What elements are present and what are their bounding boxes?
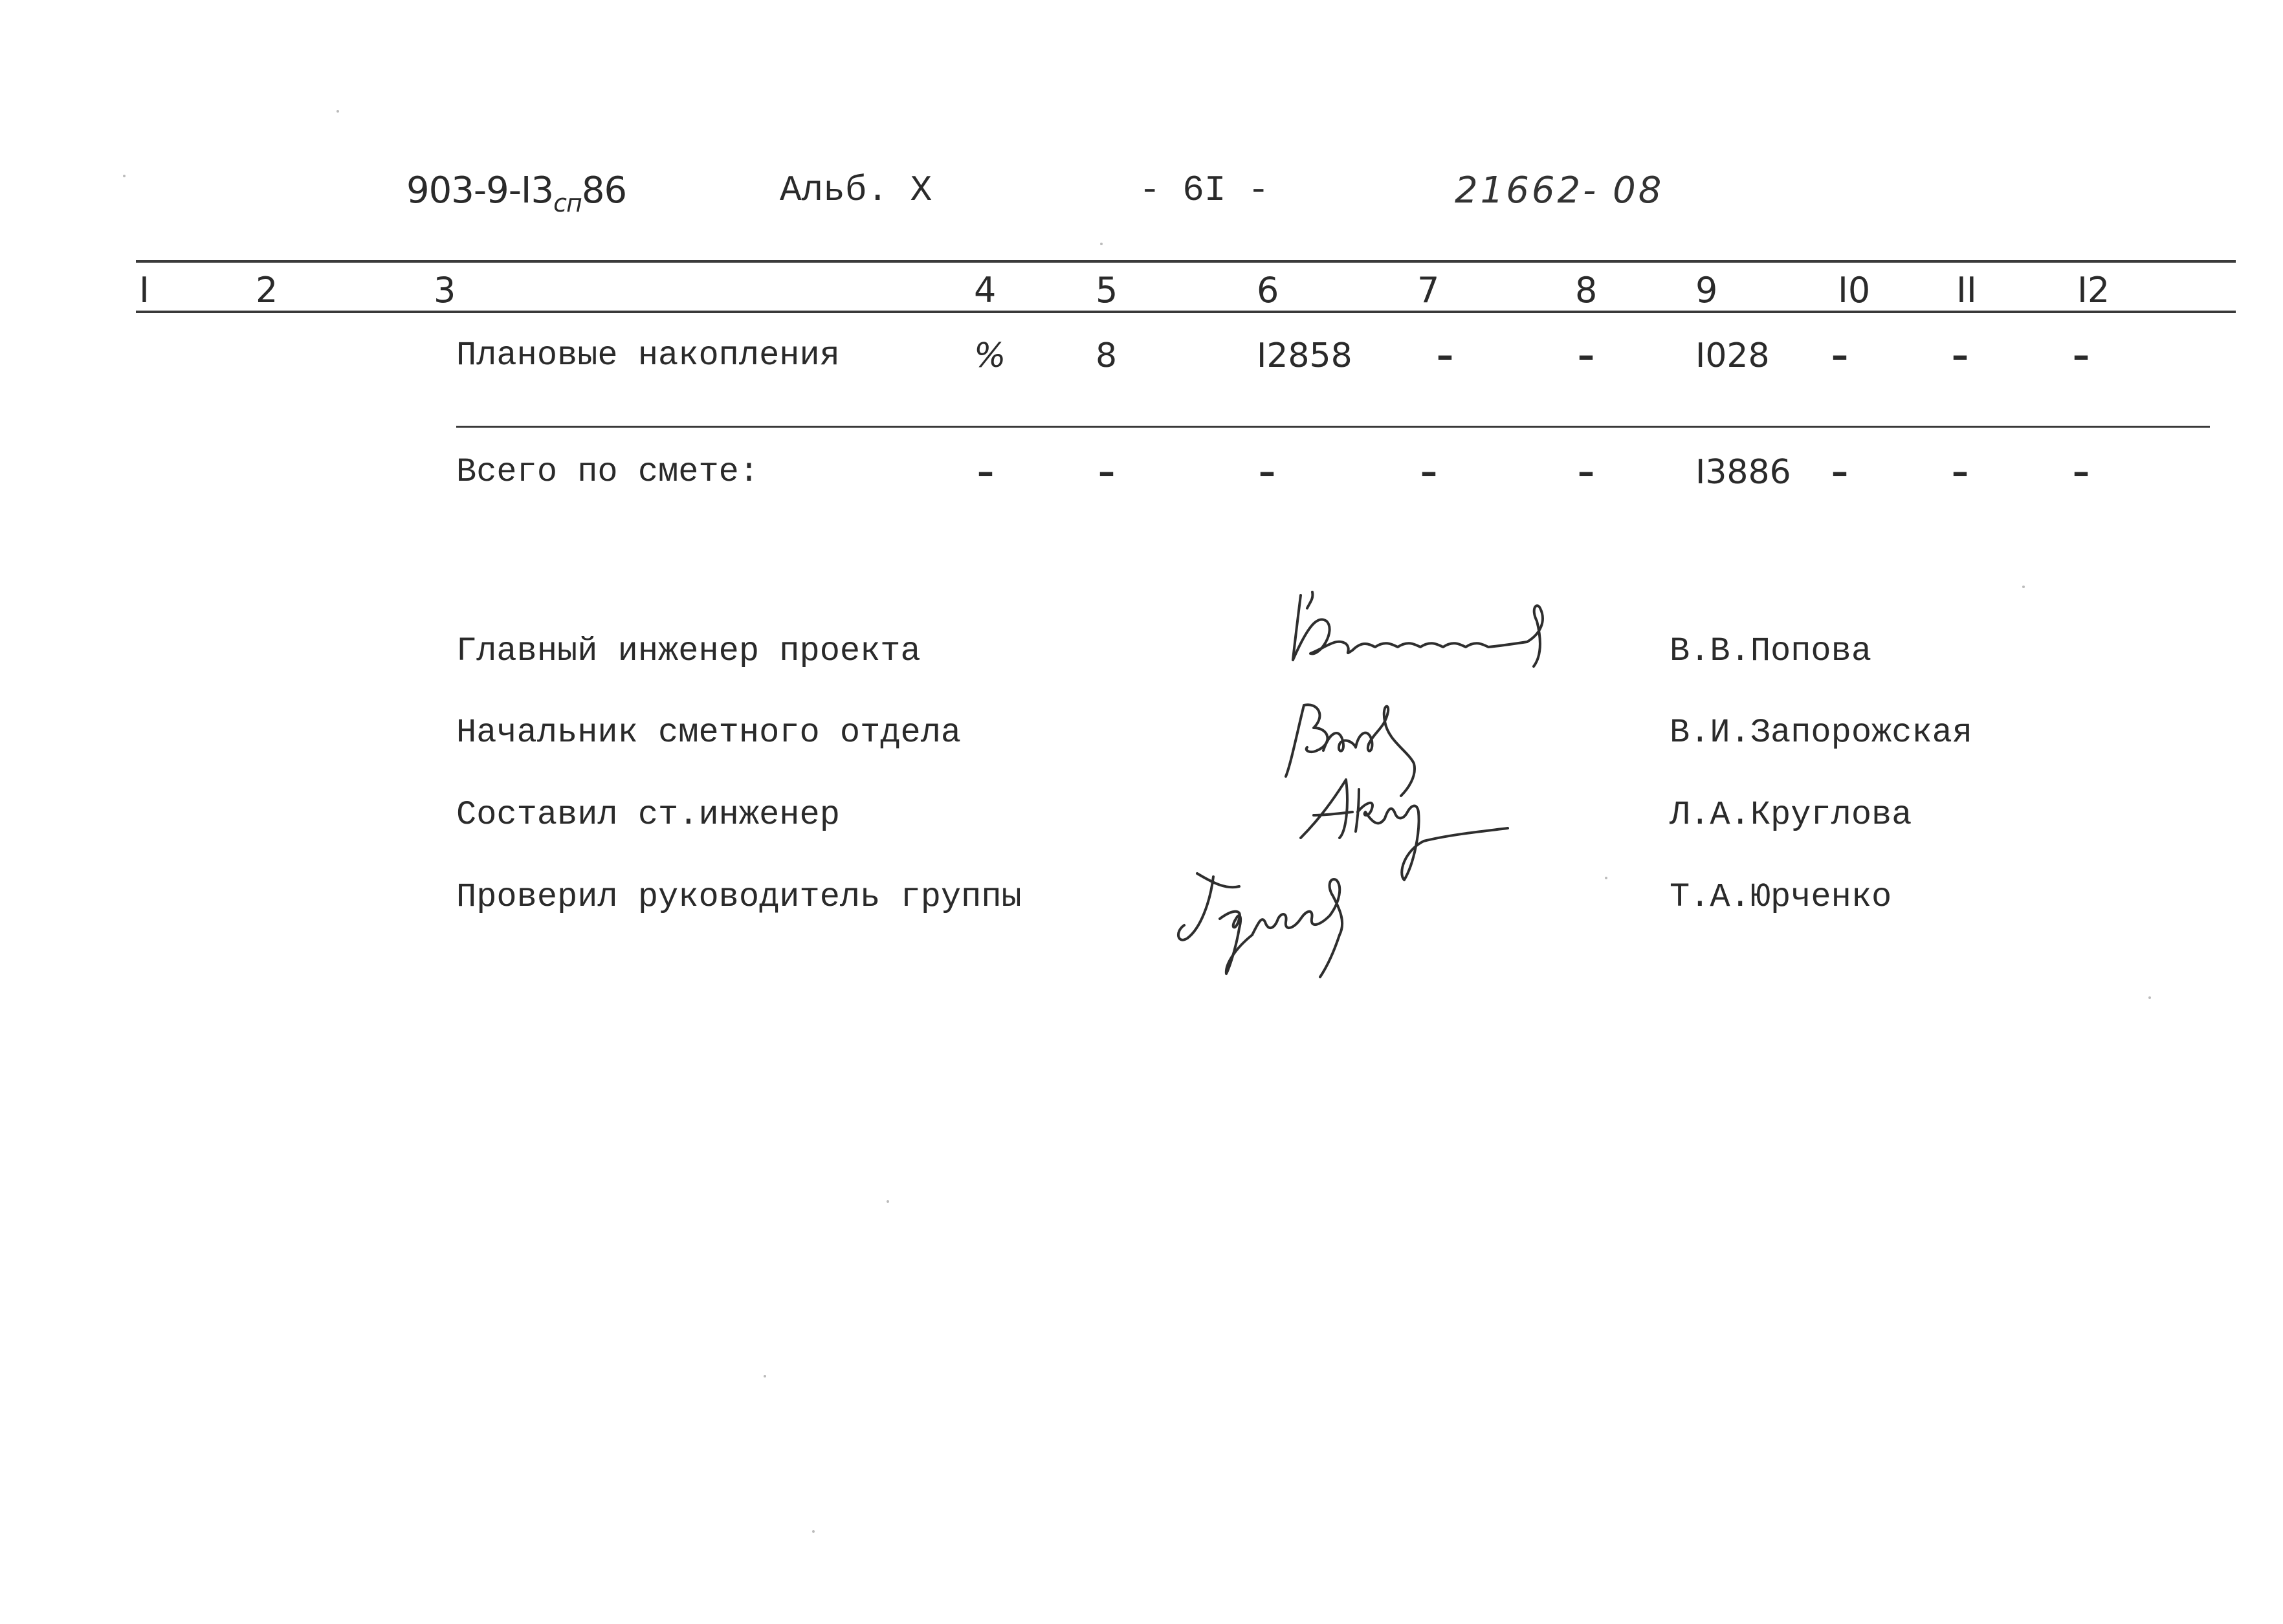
signature-name: В.И.Запорожская — [1670, 714, 1973, 752]
column-number: 3 — [434, 270, 456, 311]
column-number: II — [1956, 270, 1977, 311]
table-cell: I3886 — [1695, 453, 1791, 492]
table-cell: % — [974, 336, 1006, 375]
table-cell: – — [2073, 336, 2090, 375]
scan-speck — [1100, 243, 1103, 245]
column-number: I2 — [2077, 270, 2110, 311]
column-number: I — [139, 270, 149, 311]
scan-speck — [1605, 877, 1607, 879]
table-cell: – — [1952, 453, 1969, 492]
scan-speck — [812, 1530, 815, 1533]
table-row-label: Плановые накопления — [456, 336, 840, 375]
signature-name: Т.А.Юрченко — [1670, 878, 1892, 916]
scan-speck — [336, 110, 339, 113]
table-cell: – — [977, 453, 994, 492]
signature-role: Составил ст.инженер — [456, 796, 840, 834]
table-row-label: Всего по смете: — [456, 453, 760, 491]
table-cell: – — [1437, 336, 1453, 375]
inventory-number: 21662- 08 — [1455, 170, 1664, 212]
table-top-rule — [136, 260, 2236, 263]
signature-name: Л.А.Круглова — [1670, 796, 1912, 834]
column-number: 9 — [1695, 270, 1718, 311]
table-cell: – — [1420, 453, 1437, 492]
album-label: Альб. X — [780, 170, 932, 211]
page-number: - 6I - — [1139, 170, 1270, 211]
table-cell: I028 — [1695, 336, 1770, 375]
table-cell: – — [1578, 453, 1594, 492]
table-cell: I2858 — [1257, 336, 1352, 375]
table-cell: – — [1098, 453, 1115, 492]
column-number: I0 — [1838, 270, 1871, 311]
scan-speck — [2022, 586, 2025, 588]
handwritten-signature-4 — [1175, 857, 1433, 987]
table-header-bottom-rule — [136, 311, 2236, 313]
scan-speck — [764, 1375, 766, 1377]
column-number: 2 — [256, 270, 278, 311]
column-number: 8 — [1575, 270, 1598, 311]
column-number: 4 — [974, 270, 997, 311]
column-number: 7 — [1417, 270, 1440, 311]
scan-speck — [887, 1200, 889, 1203]
table-cell: – — [2073, 453, 2090, 492]
scan-speck — [2148, 996, 2151, 999]
table-cell: – — [1831, 453, 1848, 492]
signature-role: Главный инженер проекта — [456, 632, 921, 670]
signature-role: Начальник сметного отдела — [456, 714, 962, 752]
column-number: 6 — [1257, 270, 1279, 311]
table-cell: – — [1578, 336, 1594, 375]
table-cell: – — [1952, 336, 1969, 375]
column-number: 5 — [1096, 270, 1118, 311]
table-cell: – — [1831, 336, 1848, 375]
scan-speck — [123, 175, 126, 177]
document-code: $903-9-I3_{сп}86$ — [406, 170, 627, 217]
table-cell: – — [1259, 453, 1275, 492]
table-cell: 8 — [1096, 336, 1118, 375]
handwritten-signature-1 — [1281, 582, 1579, 679]
signature-name: В.В.Попова — [1670, 632, 1872, 670]
signature-role: Проверил руководитель группы — [456, 878, 1022, 916]
row-separator-rule — [456, 426, 2210, 428]
